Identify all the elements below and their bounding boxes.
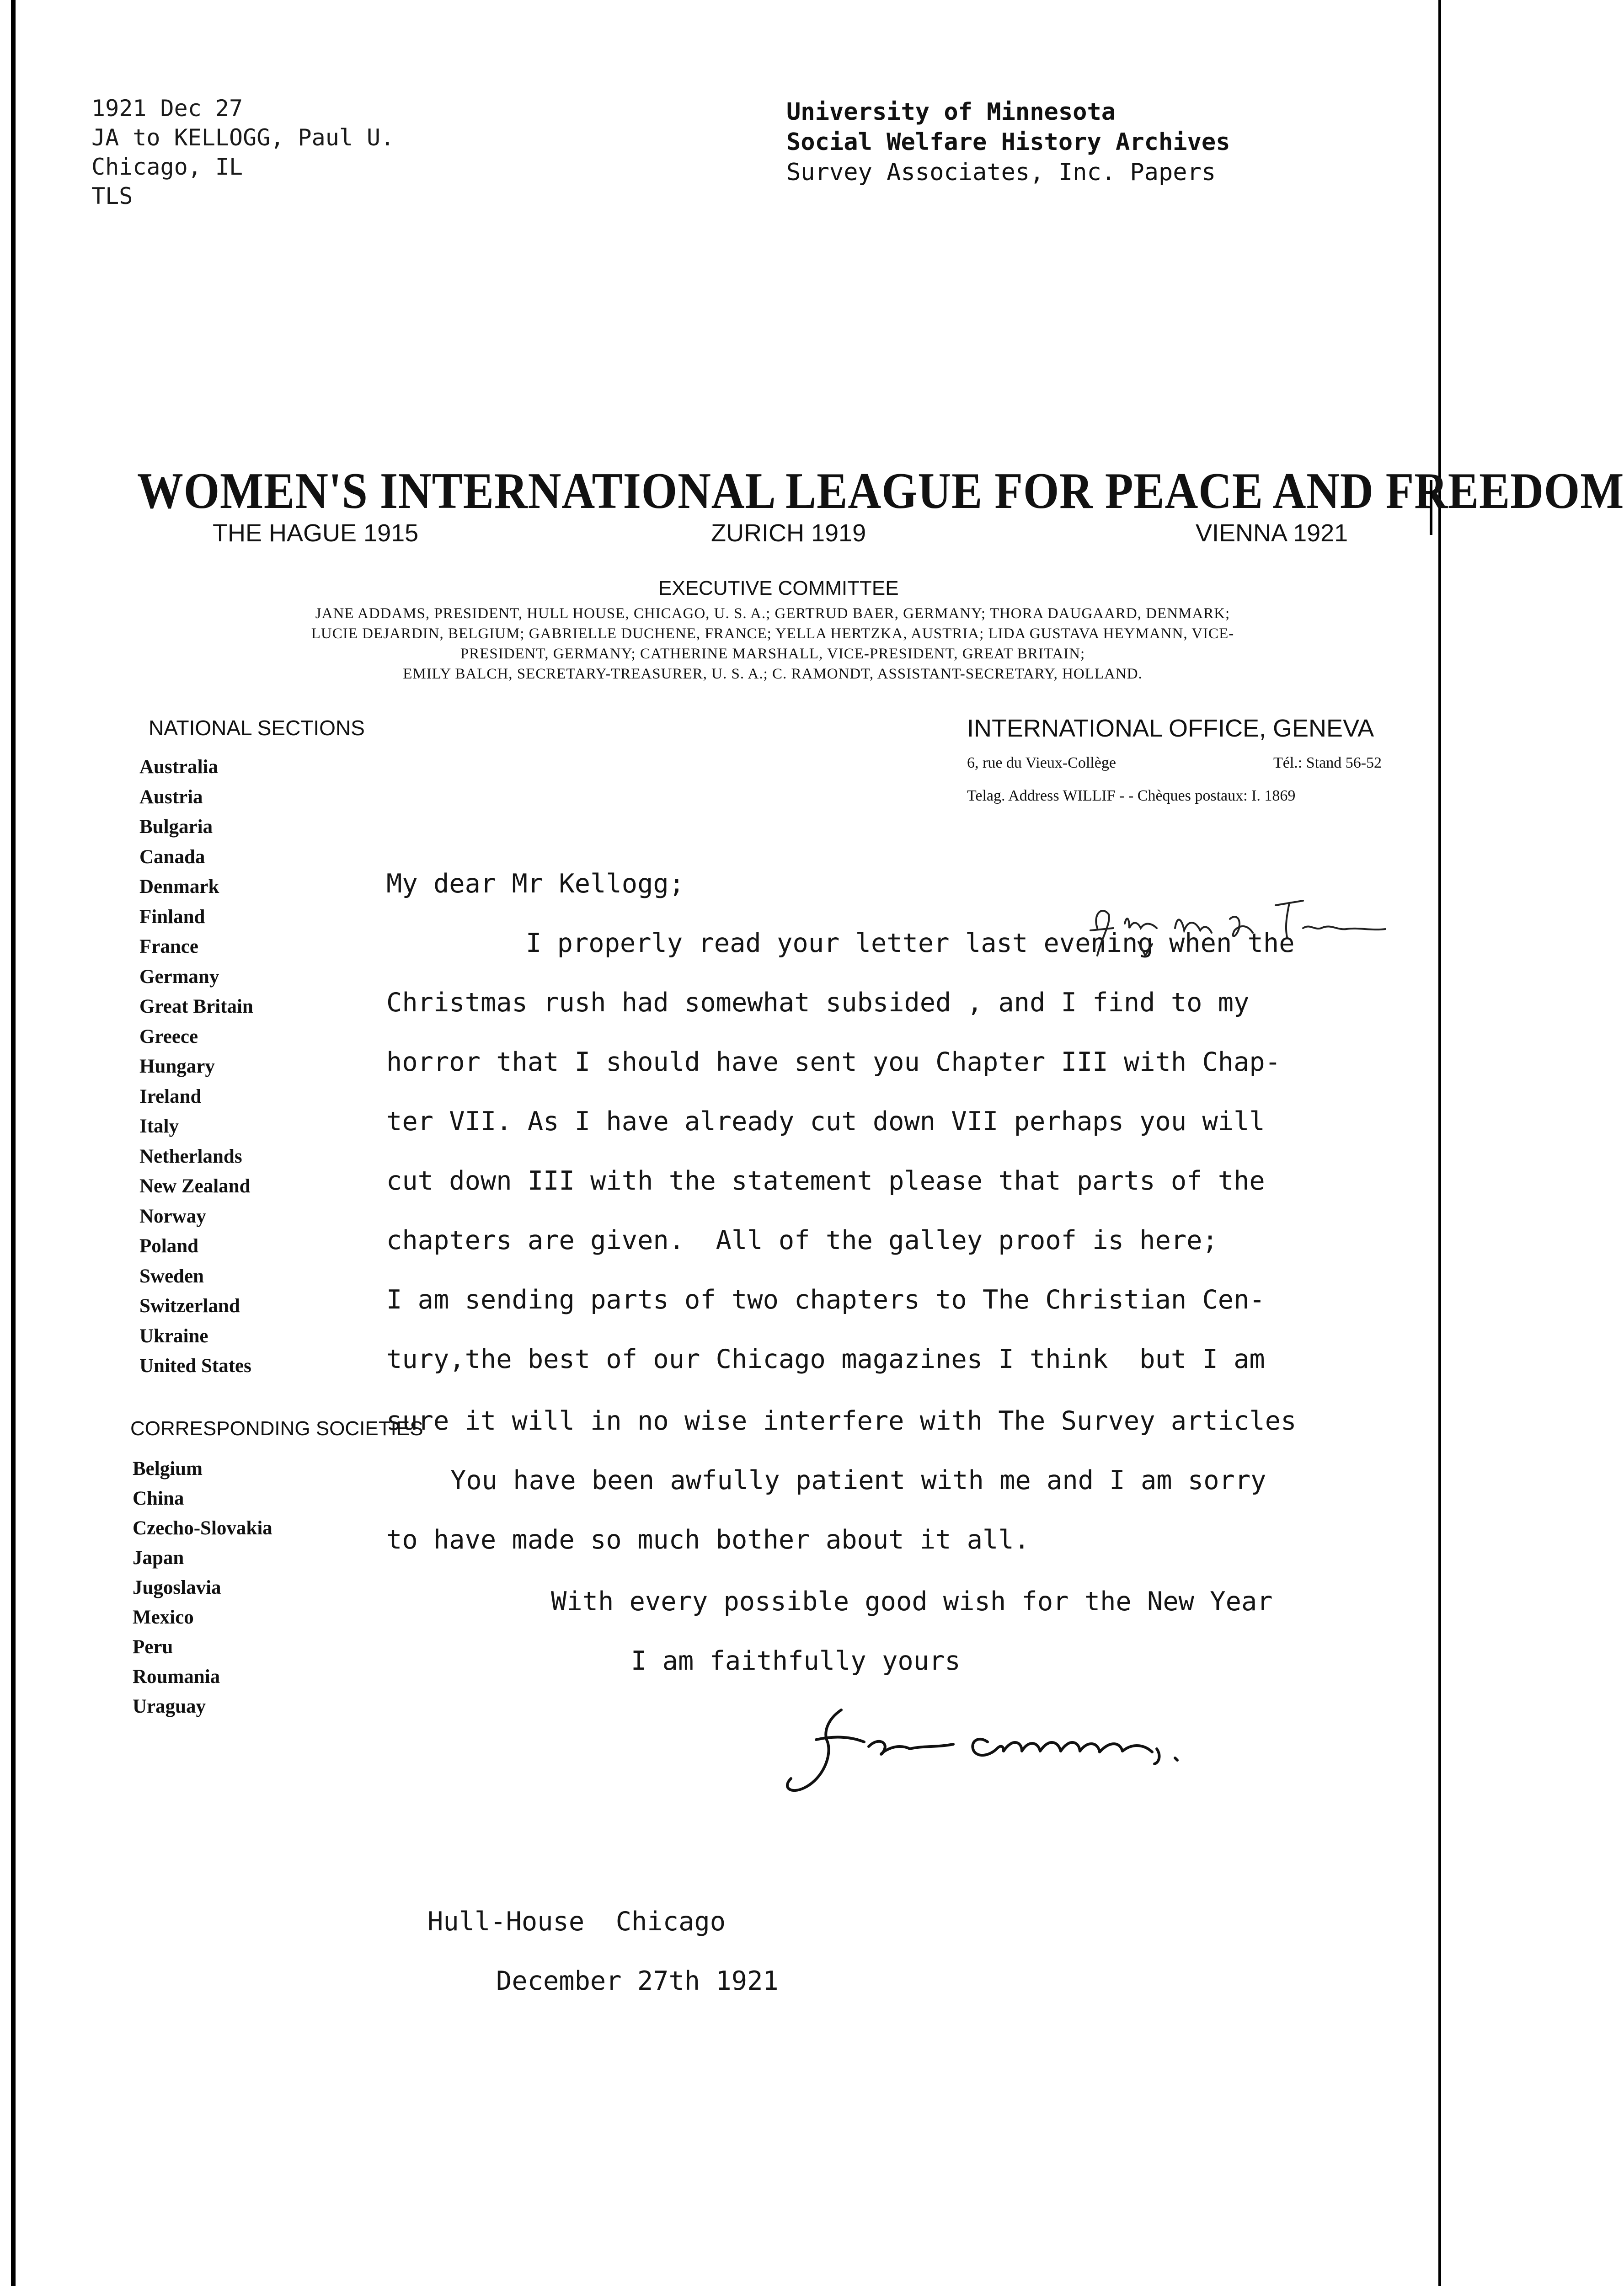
letterhead-title: WOMEN'S INTERNATIONAL LEAGUE FOR PEACE AND FREEDOM xyxy=(137,463,1624,519)
list-item: Japan xyxy=(133,1547,184,1569)
exec-line: JANE ADDAMS, PRESIDENT, HULL HOUSE, CHICAGO, U. S. A.; GERTRUD BAER, GERMANY; THORA DAUGAARD, DENMARK; xyxy=(315,605,1230,622)
list-item: Bulgaria xyxy=(139,816,213,838)
letter-line: to have made so much bother about it all. xyxy=(386,1525,1030,1555)
list-item: France xyxy=(139,936,198,957)
exec-line: LUCIE DEJARDIN, BELGIUM; GABRIELLE DUCHENE, FRANCE; YELLA HERTZKA, AUSTRIA; LIDA GUSTAVA HEYMANN, VICE- xyxy=(311,625,1234,642)
list-item: Netherlands xyxy=(139,1145,242,1167)
office-address: 6, rue du Vieux-Collège xyxy=(967,754,1116,771)
list-item: Great Britain xyxy=(139,996,253,1017)
list-item: Denmark xyxy=(139,876,219,897)
handwritten-annotation-icon xyxy=(1084,887,1404,988)
list-item: Poland xyxy=(139,1235,199,1257)
list-item: Sweden xyxy=(139,1265,204,1287)
letter-line: cut down III with the statement please that parts of the xyxy=(386,1166,1265,1196)
salutation: My dear Mr Kellogg; xyxy=(386,869,685,899)
office-telephone: Tél.: Stand 56-52 xyxy=(1273,754,1382,771)
archive-university: University of Minnesota xyxy=(786,98,1116,126)
letter-line: I properly read your letter last evening when the xyxy=(526,928,1295,958)
letter-line: I am sending parts of two chapters to The Christian Cen- xyxy=(386,1285,1265,1315)
list-item: Belgium xyxy=(133,1458,203,1479)
national-sections-list xyxy=(139,752,253,1381)
letter-line: horror that I should have sent you Chapter III with Chap- xyxy=(386,1047,1281,1077)
archive-source xyxy=(786,97,1230,187)
list-item: Jugoslavia xyxy=(133,1577,221,1598)
office-telegraph: Telag. Address WILLIF - - Chèques postaux: I. 1869 xyxy=(967,787,1296,804)
list-item: Australia xyxy=(139,756,218,778)
archive-collection: Social Welfare History Archives xyxy=(786,128,1230,156)
congress-zurich: ZURICH 1919 xyxy=(711,519,866,547)
citation-correspondents: JA to KELLOGG, Paul U. xyxy=(91,124,395,151)
citation-type: TLS xyxy=(91,183,133,209)
list-item: Ukraine xyxy=(139,1325,208,1347)
list-item: Switzerland xyxy=(139,1295,240,1317)
closing: I am faithfully yours xyxy=(631,1646,961,1676)
list-item: Finland xyxy=(139,906,205,928)
list-item: Italy xyxy=(139,1116,179,1137)
letter-line: Christmas rush had somewhat subsided , and I find to my xyxy=(386,988,1250,1018)
congress-hague: THE HAGUE 1915 xyxy=(213,519,419,547)
national-sections-heading: NATIONAL SECTIONS xyxy=(149,716,365,740)
letter-line: ter VII. As I have already cut down VII perhaps you will xyxy=(386,1106,1265,1137)
citation-date: 1921 Dec 27 xyxy=(91,95,243,122)
list-item: Greece xyxy=(139,1025,198,1047)
letter-line: You have been awfully patient with me and I am sorry xyxy=(450,1465,1266,1496)
list-item: China xyxy=(133,1488,184,1509)
corresponding-societies-list xyxy=(133,1454,272,1721)
list-item: Mexico xyxy=(133,1607,194,1628)
letter-date: December 27th 1921 xyxy=(496,1966,779,1996)
corresponding-societies-heading: CORRESPONDING SOCIETIES xyxy=(130,1417,423,1440)
list-item: Norway xyxy=(139,1205,206,1227)
letter-line: With every possible good wish for the New Year xyxy=(551,1586,1273,1617)
list-item: Austria xyxy=(139,786,203,808)
office-heading: INTERNATIONAL OFFICE, GENEVA xyxy=(967,715,1374,742)
executive-committee-heading: EXECUTIVE COMMITTEE xyxy=(658,577,899,599)
archive-papers: Survey Associates, Inc. Papers xyxy=(786,159,1216,186)
letter-line: chapters are given. All of the galley proof is here; xyxy=(386,1225,1218,1255)
signature-icon xyxy=(773,1692,1321,1811)
citation-place: Chicago, IL xyxy=(91,154,243,180)
letter-place: Hull-House Chicago xyxy=(427,1907,726,1937)
congress-vienna: VIENNA 1921 xyxy=(1196,519,1348,547)
list-item: Hungary xyxy=(139,1056,215,1077)
list-item: Uraguay xyxy=(133,1696,206,1717)
list-item: Ireland xyxy=(139,1085,202,1107)
list-item: New Zealand xyxy=(139,1175,251,1197)
archive-citation xyxy=(91,94,394,211)
exec-line: PRESIDENT, GERMANY; CATHERINE MARSHALL, VICE-PRESIDENT, GREAT BRITAIN; xyxy=(460,646,1085,662)
list-item: Peru xyxy=(133,1636,173,1658)
executive-committee-list xyxy=(183,604,1362,684)
margin-mark-icon xyxy=(1426,480,1445,535)
exec-line: EMILY BALCH, SECRETARY-TREASURER, U. S. A.; C. RAMONDT, ASSISTANT-SECRETARY, HOLLAND. xyxy=(403,666,1143,682)
list-item: United States xyxy=(139,1355,251,1377)
list-item: Canada xyxy=(139,846,205,868)
list-item: Roumania xyxy=(133,1666,220,1688)
list-item: Czecho-Slovakia xyxy=(133,1517,272,1539)
letter-line: tury,the best of our Chicago magazines I think but I am xyxy=(386,1344,1265,1374)
list-item: Germany xyxy=(139,966,219,988)
letter-line: sure it will in no wise interfere with The Survey articles xyxy=(386,1406,1297,1436)
